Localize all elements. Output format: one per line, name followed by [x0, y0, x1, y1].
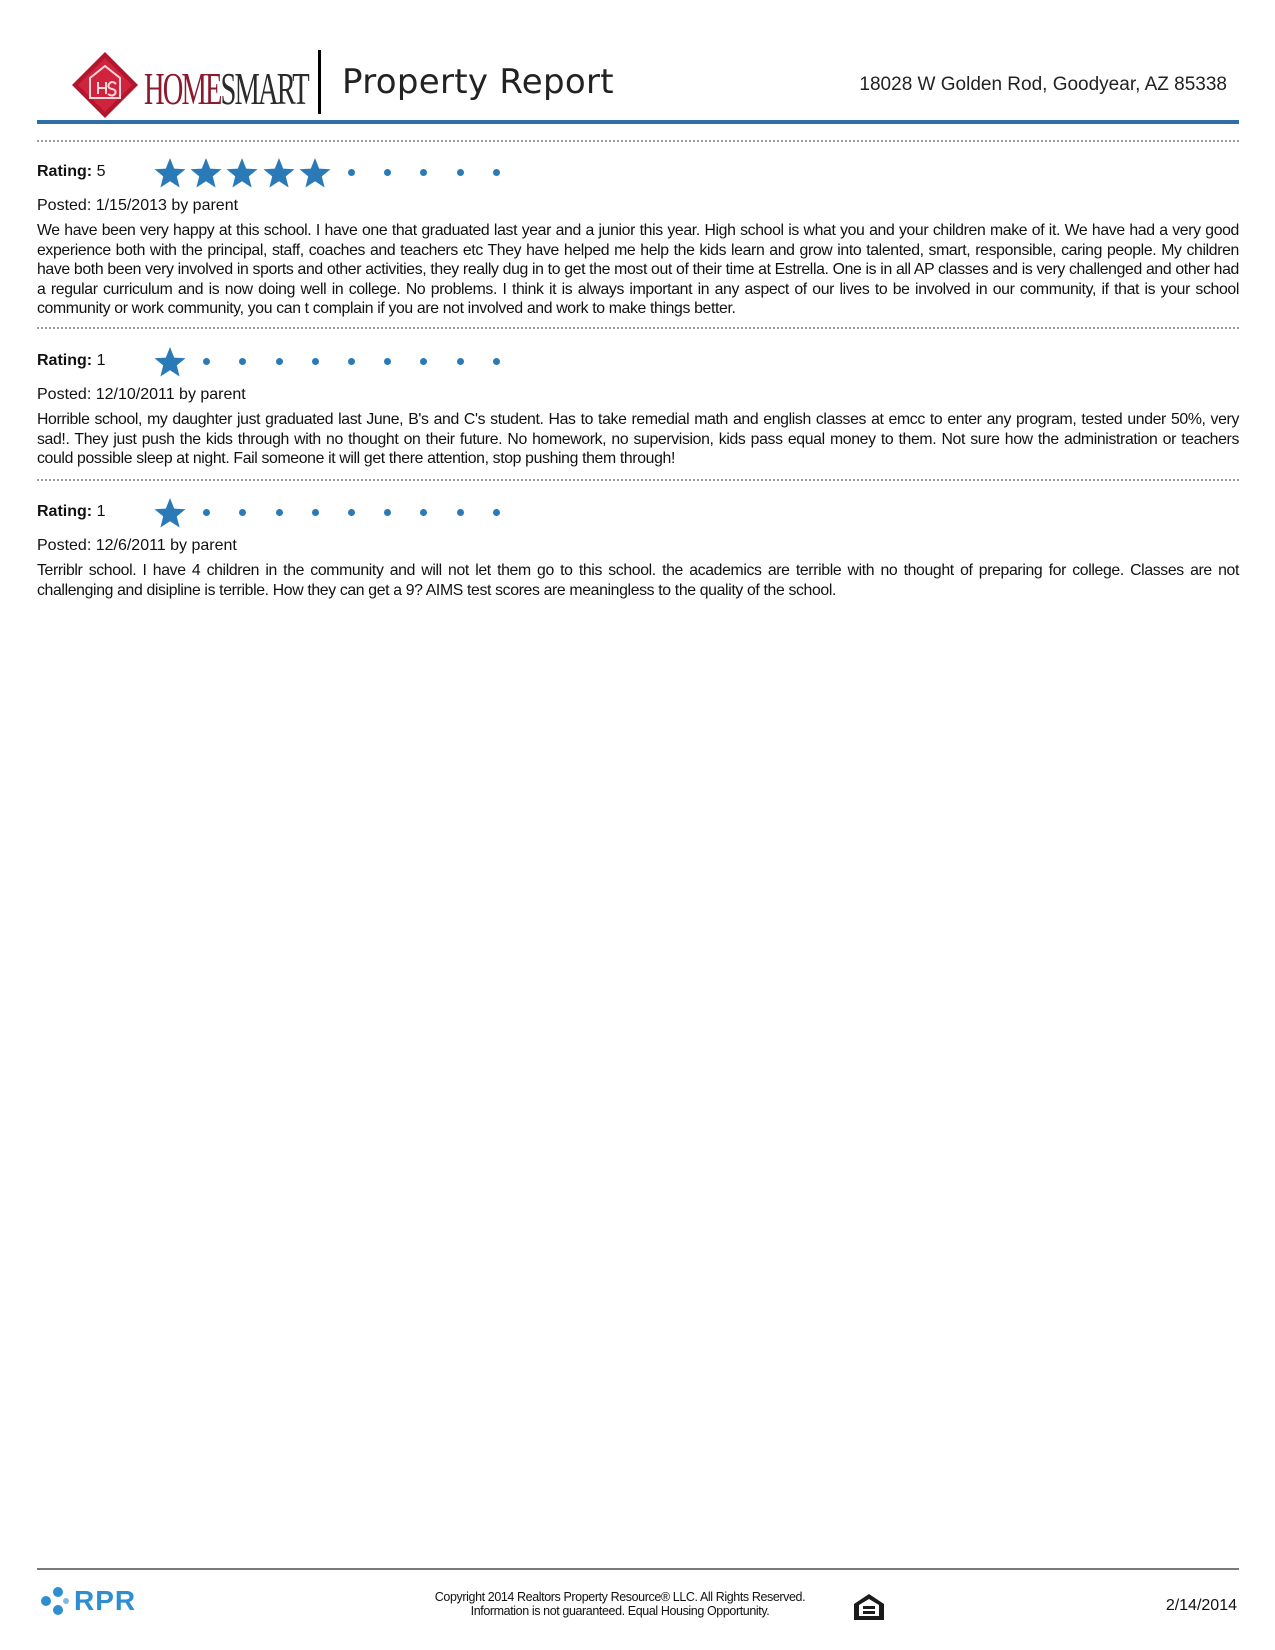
rating-row — [37, 493, 1239, 533]
copyright-line: Copyright 2014 Realtors Property Resource® LLC. All Rights Reserved. — [434, 1590, 806, 1604]
star-filled-icon — [154, 497, 186, 529]
property-address: 18028 W Golden Rod, Goodyear, AZ 85338 — [859, 74, 1227, 95]
star-empty-dot — [348, 169, 355, 176]
star-empty-dot — [384, 509, 391, 516]
rating-row — [37, 342, 1239, 382]
rpr-molecule-icon — [38, 1585, 70, 1617]
review-item — [37, 342, 1239, 469]
equal-housing-icon — [852, 1592, 886, 1622]
star-filled-icon — [154, 157, 186, 189]
star-empty-dot — [384, 358, 391, 365]
star-empty-dot — [457, 169, 464, 176]
page-title: Property Report — [342, 62, 614, 102]
star-empty-dot — [203, 358, 210, 365]
divider — [37, 140, 1239, 142]
rating-label: Rating: 5 — [37, 163, 106, 180]
report-date: 2/14/2014 — [1165, 1597, 1237, 1614]
review-text: Terriblr school. I have 4 children in the community and will not let them go to this school. the academics are terrible with no thought of preparing for college. Classes are not challenging and disipline is terrible. How they can get a 9? AIMS test scores are meaningless to the quality of the school. — [37, 562, 1239, 599]
rating-row — [37, 153, 1239, 193]
star-empty-dot — [493, 509, 500, 516]
star-empty-dot — [493, 169, 500, 176]
review-text: Horrible school, my daughter just graduated last June, B's and C's student. Has to take remedial math and english classes at emcc to enter any program, tested under 50%, very sad!. They just push the kids through with no thought on their future. No homework, no supervision, kids pass equal money to them. Not sure how the administration or teachers could possible sleep at night. Fail someone it will get there attention, stop pushing them through! — [37, 411, 1239, 467]
divider — [37, 479, 1239, 481]
rating-label: Rating: 1 — [37, 352, 106, 369]
star-empty-dot — [348, 358, 355, 365]
star-empty-dot — [457, 358, 464, 365]
star-filled-icon — [299, 157, 331, 189]
posted-info: Posted: 12/6/2011 by parent — [37, 537, 237, 554]
star-empty-dot — [312, 509, 319, 516]
review-text: We have been very happy at this school. I have one that graduated last year and a junior this year. High school is what you and your children make of it. We have had a very good experience both with the principal, staff, coaches and teachers etc They have helped me help the kids learn and grow into talented, smart, responsible, caring people. My children have both been very involved in sports and other activities, they really dug in to get the most out of their time at Estrella. One is in all AP classes and is very challenged and other had a regular curriculum and is now doing well in college. No problems. I think it is always important in any aspect of our lives to be involved in our community, if that is your school community or work community, you can t complain if you are not involved and work to make things better. — [37, 222, 1239, 317]
star-empty-dot — [420, 509, 427, 516]
rpr-logo — [38, 1585, 137, 1617]
star-rating — [154, 493, 514, 533]
homesmart-diamond-icon — [72, 52, 138, 118]
star-empty-dot — [348, 509, 355, 516]
star-empty-dot — [384, 169, 391, 176]
review-item — [37, 493, 1239, 600]
divider — [37, 327, 1239, 329]
footer-rule — [37, 1568, 1239, 1570]
star-filled-icon — [263, 157, 295, 189]
star-empty-dot — [420, 169, 427, 176]
star-rating — [154, 342, 514, 382]
header-rule — [37, 120, 1239, 124]
rpr-wordmark: RPR — [74, 1585, 137, 1616]
posted-info: Posted: 1/15/2013 by parent — [37, 197, 239, 214]
star-empty-dot — [493, 358, 500, 365]
review-item — [37, 153, 1239, 319]
star-filled-icon — [190, 157, 222, 189]
star-empty-dot — [276, 358, 283, 365]
page-header — [0, 0, 1275, 125]
disclaimer-line: Information is not guaranteed. Equal Housing Opportunity. — [470, 1604, 770, 1618]
star-empty-dot — [239, 509, 246, 516]
star-empty-dot — [239, 358, 246, 365]
star-empty-dot — [457, 509, 464, 516]
star-empty-dot — [203, 509, 210, 516]
star-filled-icon — [154, 346, 186, 378]
star-empty-dot — [420, 358, 427, 365]
star-empty-dot — [312, 358, 319, 365]
star-filled-icon — [226, 157, 258, 189]
copyright-notice — [380, 1590, 860, 1618]
homesmart-logo — [72, 48, 308, 116]
posted-info: Posted: 12/10/2011 by parent — [37, 386, 246, 403]
header-divider — [318, 50, 321, 114]
rating-label: Rating: 1 — [37, 503, 106, 520]
star-rating — [154, 153, 514, 193]
star-empty-dot — [276, 509, 283, 516]
homesmart-wordmark: HOMESMART — [144, 63, 308, 114]
